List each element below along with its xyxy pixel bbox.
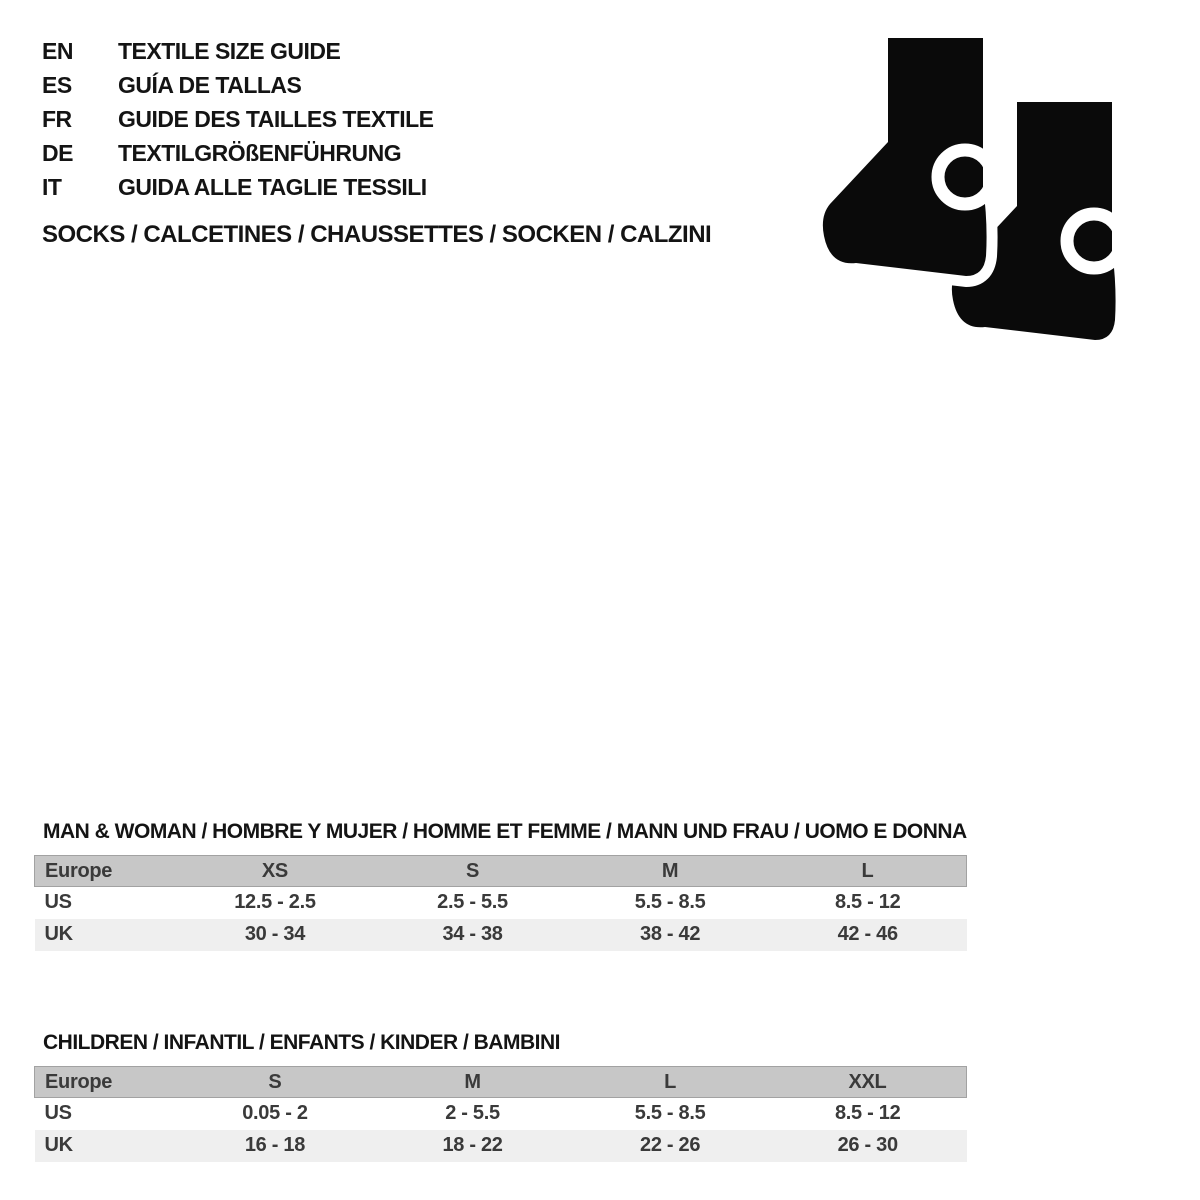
column-header-size: XS xyxy=(176,856,374,887)
size-value: 16 - 18 xyxy=(176,1130,374,1162)
size-table-man-woman xyxy=(34,855,967,951)
size-value: 26 - 30 xyxy=(769,1130,967,1162)
language-row-en xyxy=(42,38,434,72)
column-header-size: M xyxy=(571,856,769,887)
row-label: US xyxy=(35,1098,177,1130)
column-header-size: M xyxy=(374,1067,572,1098)
language-row-it xyxy=(42,174,434,208)
table-row-us xyxy=(35,1098,967,1130)
table-row-uk xyxy=(35,919,967,951)
language-guide-list xyxy=(42,38,434,208)
column-header-size: L xyxy=(769,856,967,887)
language-label: TEXTILGRÖßENFÜHRUNG xyxy=(118,140,402,166)
language-row-de xyxy=(42,140,434,174)
size-value: 5.5 - 8.5 xyxy=(571,1098,769,1130)
table-header-row xyxy=(35,856,967,887)
size-value: 12.5 - 2.5 xyxy=(176,887,374,919)
size-value: 8.5 - 12 xyxy=(769,887,967,919)
row-label: UK xyxy=(35,919,177,951)
column-header-size: L xyxy=(571,1067,769,1098)
size-value: 18 - 22 xyxy=(374,1130,572,1162)
language-code: DE xyxy=(42,140,73,166)
table-row-us xyxy=(35,887,967,919)
column-header-europe: Europe xyxy=(35,856,177,887)
language-label: GUÍA DE TALLAS xyxy=(118,72,302,98)
column-header-size: XXL xyxy=(769,1067,967,1098)
sock-shape xyxy=(823,38,987,276)
size-value: 2 - 5.5 xyxy=(374,1098,572,1130)
language-code: FR xyxy=(42,106,72,132)
column-header-size: S xyxy=(176,1067,374,1098)
table-title-children: CHILDREN / INFANTIL / ENFANTS / KINDER / BAMBINI xyxy=(43,1031,560,1054)
table-header-row xyxy=(35,1067,967,1098)
language-row-fr xyxy=(42,106,434,140)
size-table-children xyxy=(34,1066,967,1162)
language-label: GUIDA ALLE TAGLIE TESSILI xyxy=(118,174,427,200)
sock-left xyxy=(823,38,992,276)
size-value: 34 - 38 xyxy=(374,919,572,951)
language-code: EN xyxy=(42,38,73,64)
size-value: 22 - 26 xyxy=(571,1130,769,1162)
category-title: SOCKS / CALCETINES / CHAUSSETTES / SOCKEN / CALZINI xyxy=(42,221,712,248)
size-value: 8.5 - 12 xyxy=(769,1098,967,1130)
size-value: 0.05 - 2 xyxy=(176,1098,374,1130)
size-value: 5.5 - 8.5 xyxy=(571,887,769,919)
size-value: 42 - 46 xyxy=(769,919,967,951)
size-value: 38 - 42 xyxy=(571,919,769,951)
language-code: ES xyxy=(42,72,72,98)
table-row-uk xyxy=(35,1130,967,1162)
column-header-size: S xyxy=(374,856,572,887)
column-header-europe: Europe xyxy=(35,1067,177,1098)
size-value: 2.5 - 5.5 xyxy=(374,887,572,919)
language-code: IT xyxy=(42,174,62,200)
socks-icon xyxy=(805,25,1145,370)
row-label: US xyxy=(35,887,177,919)
size-value: 30 - 34 xyxy=(176,919,374,951)
language-row-es xyxy=(42,72,434,106)
row-label: UK xyxy=(35,1130,177,1162)
language-label: TEXTILE SIZE GUIDE xyxy=(118,38,341,64)
table-title-man-woman: MAN & WOMAN / HOMBRE Y MUJER / HOMME ET FEMME / MANN UND FRAU / UOMO E DONNA xyxy=(43,820,967,843)
language-label: GUIDE DES TAILLES TEXTILE xyxy=(118,106,434,132)
